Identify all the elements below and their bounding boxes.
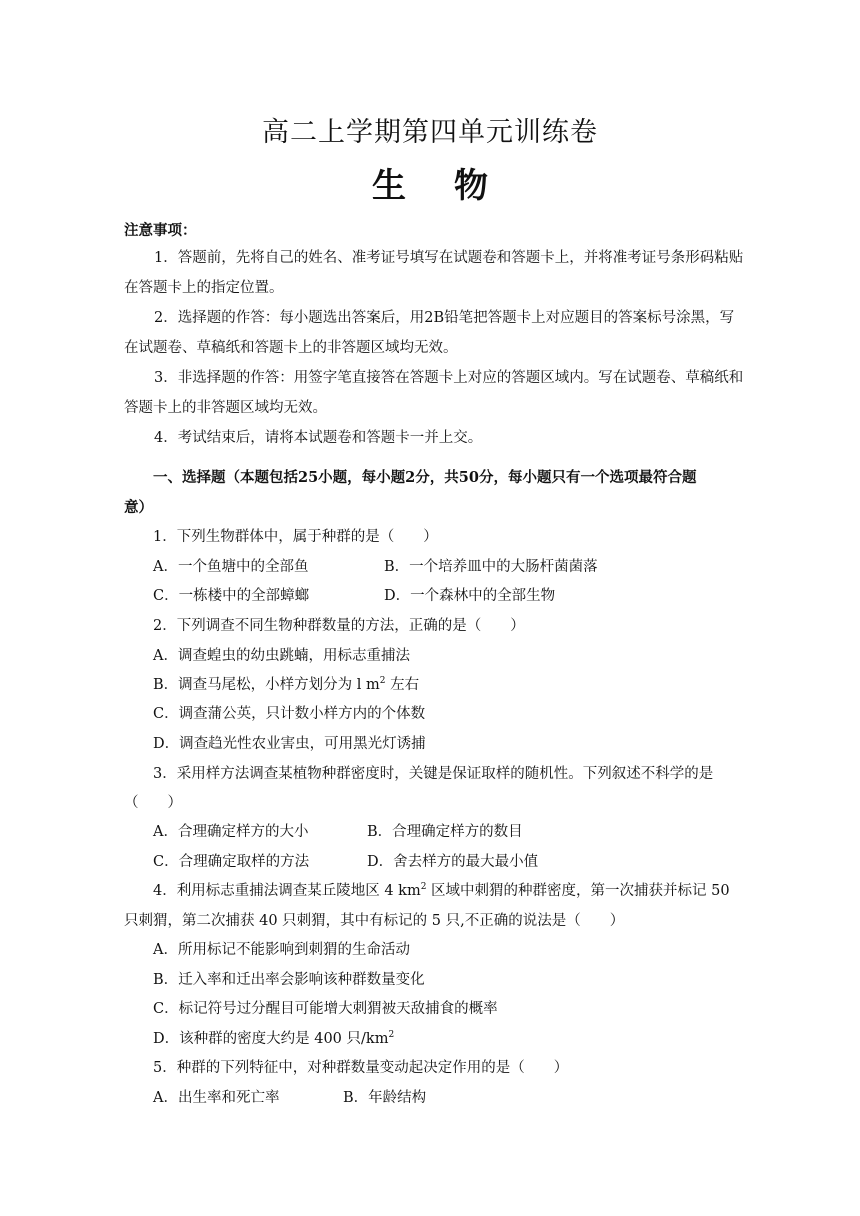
question-2-option-d: D．调查趋光性农业害虫，可用黑光灯诱捕 bbox=[153, 736, 426, 752]
option-a: A．出生率和死亡率 bbox=[153, 1090, 280, 1106]
question-3-stem-line2: （ ） bbox=[124, 795, 182, 811]
option-b: B．年龄结构 bbox=[343, 1090, 427, 1106]
question-4-option-c: C．标记符号过分醒目可能增大刺猬被天敌捕食的概率 bbox=[153, 1001, 498, 1017]
question-5-stem: 5．种群的下列特征中，对种群数量变动起决定作用的是（ ） bbox=[153, 1060, 569, 1076]
question-4-stem-line2: 只刺猬，第二次捕获 40 只刺猬，其中有标记的 5 只,不正确的说法是（ ） bbox=[124, 913, 625, 929]
question-2-option-a: A．调查蝗虫的幼虫跳蝻，用标志重捕法 bbox=[153, 648, 410, 664]
option-b: B．合理确定样方的数目 bbox=[367, 824, 523, 840]
option-c: C．合理确定取样的方法 bbox=[153, 854, 310, 870]
question-4-option-b: B．迁入率和迁出率会影响该种群数量变化 bbox=[153, 972, 425, 988]
notice-heading: 注意事项： bbox=[124, 223, 197, 239]
question-1-options-row1 bbox=[153, 557, 598, 577]
question-4-option-a: A．所用标记不能影响到刺猬的生命活动 bbox=[153, 942, 410, 958]
section-heading-line1: 一、选择题（本题包括25小题，每小题2分，共50分，每小题只有一个选项最符合题 bbox=[153, 469, 697, 486]
question-3-options-row2 bbox=[153, 852, 538, 872]
option-d: D．一个森林中的全部生物 bbox=[384, 588, 556, 604]
section-heading-line2: 意） bbox=[124, 499, 153, 516]
question-3-stem-line1: 3．采用样方法调查某植物种群密度时，关键是保证取样的随机性。下列叙述不科学的是 bbox=[153, 766, 714, 782]
option-b: B．一个培养皿中的大肠杆菌菌落 bbox=[384, 559, 598, 575]
option-c: C．一栋楼中的全部蟑螂 bbox=[153, 588, 310, 604]
subject-title: 生物 bbox=[372, 166, 536, 206]
question-2-option-b: B．调查马尾松，小样方划分为 l $m^2$ 左右 bbox=[153, 676, 420, 693]
question-4-stem-line1: 4．利用标志重捕法调查某丘陵地区 4 $km^2$ 区域中刺猬的种群密度，第一次捕获并标记 50 bbox=[153, 882, 730, 899]
notice-item-3: 3．非选择题的作答：用签字笔直接答在答题卡上对应的答题区域内。写在试题卷、草稿纸和答题卡上的非答题区域均无效。 bbox=[124, 370, 744, 416]
option-a: A．合理确定样方的大小 bbox=[153, 824, 309, 840]
option-a: A．一个鱼塘中的全部鱼 bbox=[153, 559, 309, 575]
question-5-options-row1 bbox=[153, 1088, 426, 1108]
exam-title: 高二上学期第四单元训练卷 bbox=[262, 117, 598, 148]
question-1-stem: 1．下列生物群体中，属于种群的是（ ） bbox=[153, 529, 438, 545]
question-4-option-d: D．该种群的密度大约是 400 只$/km^2$ bbox=[153, 1030, 395, 1047]
question-2-option-c: C．调查蒲公英，只计数小样方内的个体数 bbox=[153, 706, 426, 722]
notice-item-1: 1．答题前，先将自己的姓名、准考证号填写在试题卷和答题卡上，并将准考证号条形码粘贴在答题卡上的指定位置。 bbox=[124, 250, 744, 296]
notice-item-2: 2．选择题的作答：每小题选出答案后，用2B铅笔把答题卡上对应题目的答案标号涂黑，写在试题卷、草稿纸和答题卡上的非答题区域均无效。 bbox=[124, 310, 735, 356]
notice-item-4: 4．考试结束后，请将本试题卷和答题卡一并上交。 bbox=[154, 430, 483, 446]
question-2-stem: 2．下列调查不同生物种群数量的方法，正确的是（ ） bbox=[153, 618, 525, 634]
option-d: D．舍去样方的最大最小值 bbox=[367, 854, 539, 870]
question-1-options-row2 bbox=[153, 586, 555, 606]
question-3-options-row1 bbox=[153, 822, 523, 842]
